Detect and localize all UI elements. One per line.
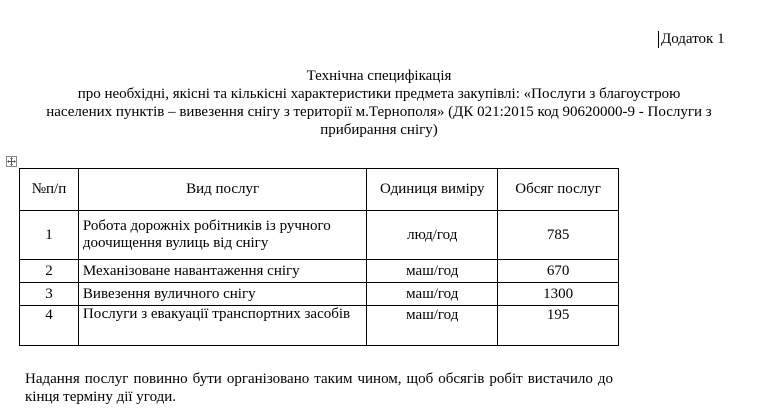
table-row [20,283,619,306]
row-service-cell[interactable]: Робота дорожніх робітників із ручного доочищення вулиць від снігу [78,211,366,260]
footer-note: Надання послуг повинно бути організовано таким чином, щоб обсягів робіт вистачило до кінця терміну дії угоди. [25,371,613,405]
heading-line-3: населених пунктів – вивезення снігу з території м.Тернополя» (ДК 021:2015 код 90620000-9 - Послуги з [46,104,712,120]
table-row [20,306,619,346]
header-unit[interactable]: Одиниця виміру [367,169,498,211]
row-unit-cell[interactable]: маш/год [367,283,498,306]
header-service-type[interactable]: Вид послуг [78,169,366,211]
heading-title: Технічна специфікація [306,68,452,84]
row-num-cell[interactable]: 3 [20,283,79,306]
appendix-label: Додаток 1 [661,31,725,47]
heading-line-2: про необхідні, якісні та кількісні характеристики предмета закупівлі: «Послуги з благоустрою [77,86,681,102]
row-volume-cell[interactable]: 670 [498,260,619,283]
row-unit-cell[interactable]: маш/год [367,260,498,283]
header-num[interactable]: №п/п [20,169,79,211]
table-row [20,211,619,260]
text-cursor [658,31,659,48]
row-unit-cell[interactable]: маш/год [367,306,498,346]
document-heading [0,67,758,139]
services-table [19,168,619,346]
table-header-row [20,169,619,211]
row-num-cell[interactable]: 1 [20,211,79,260]
row-unit-cell[interactable]: люд/год [367,211,498,260]
header-volume[interactable]: Обсяг послуг [498,169,619,211]
row-service-cell[interactable]: Механізоване навантаження снігу [78,260,366,283]
row-num-cell[interactable]: 4 [20,306,79,346]
row-volume-cell[interactable]: 785 [498,211,619,260]
table-row [20,260,619,283]
row-volume-cell[interactable]: 195 [498,306,619,346]
heading-line-4: прибирання снігу) [320,122,438,138]
row-service-cell[interactable]: Послуги з евакуації транспортних засобів [78,306,366,346]
row-num-cell[interactable]: 2 [20,260,79,283]
table-move-handle-icon[interactable] [6,156,17,167]
row-volume-cell[interactable]: 1300 [498,283,619,306]
row-service-cell[interactable]: Вивезення вуличного снігу [78,283,366,306]
